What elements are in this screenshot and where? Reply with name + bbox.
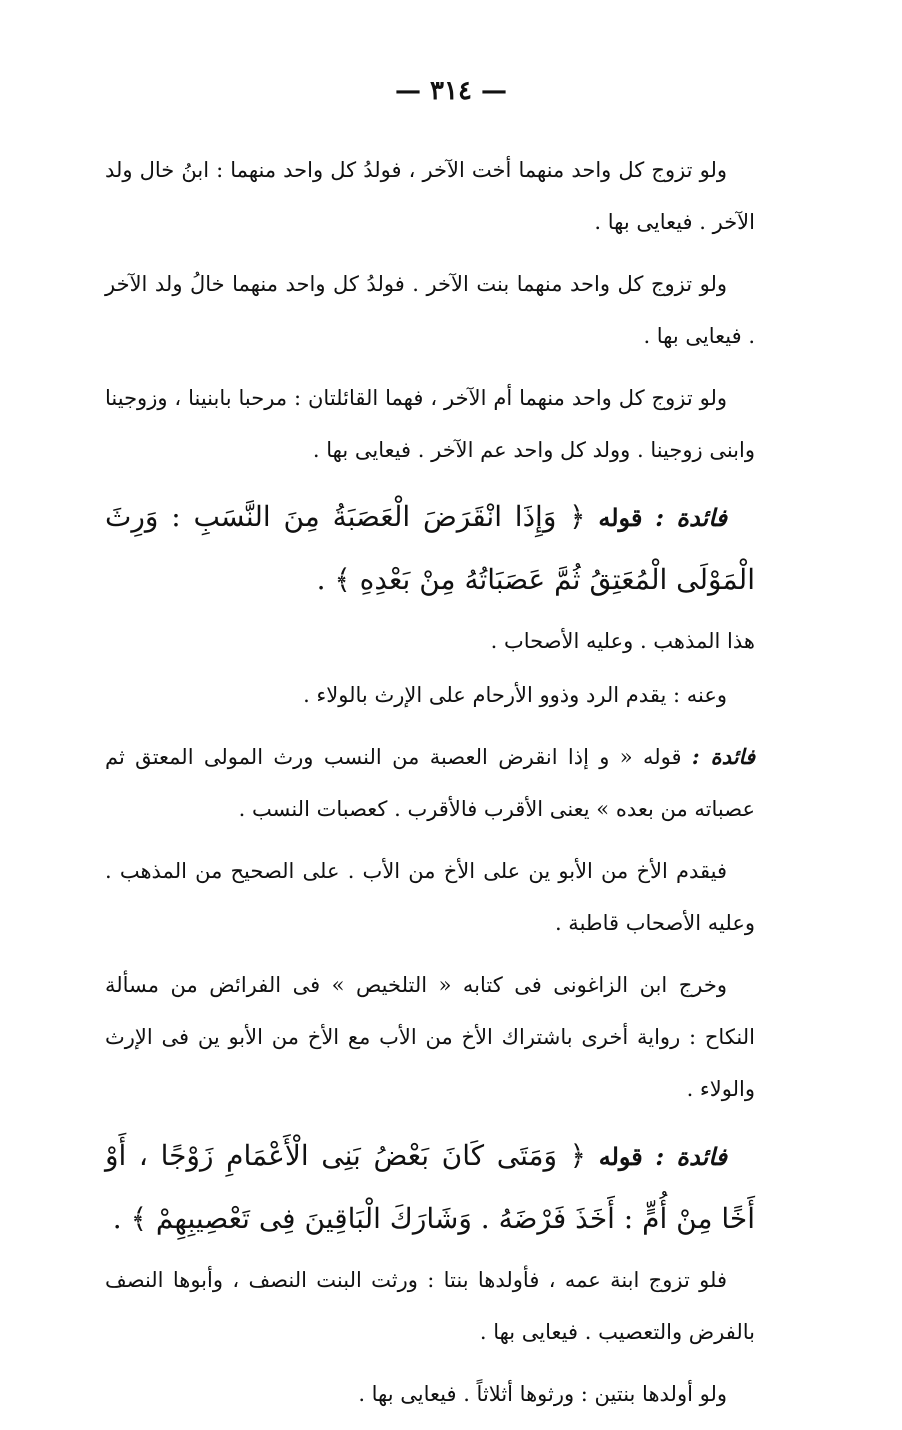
quranic-quote: ﴿ وَإِذَا انْقَرَضَ الْعَصَبَةُ مِنَ النَّسَبِ : وَرِثَ الْمَوْلَى الْمُعَتِقُ ثُمَّ عَصَبَاتُهُ مِنْ بَعْدِهِ ﴾ . — [105, 500, 755, 596]
paragraph-text: وعنه : يقدم الرد وذوو الأرحام على الإرث بالولاء . — [303, 683, 727, 707]
paragraph-text: فيقدم الأخ من الأبو ين على الأخ من الأب . على الصحيح من المذهب . وعليه الأصحاب قاطبة . — [105, 859, 755, 935]
paragraph-7 — [105, 731, 755, 835]
quote-lead: قوله — [598, 1142, 643, 1171]
quranic-quote: ﴿ وَمَتَى كَانَ بَعْضُ بَنِى الْأَعْمَامِ زَوْجًا ، أَوْ أَخًا مِنْ أُمٍّ : أَخَذَ فَرْضَهُ . وَشَارَكَ الْبَاقِينَ فِى تَعْصِيبِهِمْ ﴾ . — [105, 1139, 755, 1235]
paragraph-text: ولو أولدها بنتين : ورثوها أثلاثاً . فيعايى بها . — [358, 1382, 727, 1406]
paragraph-11 — [105, 1254, 755, 1358]
paragraph-text: ولو تزوج كل واحد منهما بنت الآخر . فولدُ كل واحد منهما خالُ ولد الآخر . فيعايى بها . — [105, 272, 755, 348]
paragraph-text: فلو تزوج ابنة عمه ، فأولدها بنتا : ورثت البنت النصف ، وأبوها النصف بالفرض والتعصيب . فيعايى بها . — [105, 1268, 755, 1344]
paragraph-text: وخرج ابن الزاغونى فى كتابه « التلخيص » فى الفرائض من مسألة النكاح : رواية أخرى باشتراك الأخ من الأب مع الأخ من الأبو ين فى الإرث والولاء . — [105, 973, 755, 1101]
paragraph-1 — [105, 144, 755, 248]
quote-lead: قوله — [598, 503, 643, 532]
paragraph-text: ولو تزوج كل واحد منهما أم الآخر ، فهما القائلتان : مرحبا بابنينا ، وزوجينا وابنى زوجينا . وولد كل واحد عم الآخر . فيعايى بها . — [105, 386, 755, 462]
paragraph-9 — [105, 959, 755, 1115]
benefit-label: فائدة : — [655, 1142, 728, 1171]
paragraph-4 — [105, 486, 755, 611]
paragraph-8 — [105, 845, 755, 949]
paragraph-text: قوله « و إذا انقرض العصبة من النسب ورث المولى المعتق ثم عصباته من بعده » يعنى الأقرب فالأقرب . كعصبات النسب . — [105, 745, 755, 821]
page-number: — ٣١٤ — — [394, 76, 508, 106]
paragraph-6 — [105, 669, 755, 721]
paragraph-text: هذا المذهب . وعليه الأصحاب . — [490, 629, 755, 653]
paragraph-5 — [105, 615, 755, 667]
benefit-label: فائدة : — [691, 744, 755, 769]
body-text — [105, 144, 755, 1430]
paragraph-3 — [105, 372, 755, 476]
paragraph-10 — [105, 1125, 755, 1250]
paragraph-text: ولو تزوج كل واحد منهما أخت الآخر ، فولدُ كل واحد منهما : ابنُ خال ولد الآخر . فيعايى بها . — [105, 158, 755, 234]
benefit-label: فائدة : — [655, 503, 728, 532]
paragraph-2 — [105, 258, 755, 362]
paragraph-12 — [105, 1368, 755, 1420]
